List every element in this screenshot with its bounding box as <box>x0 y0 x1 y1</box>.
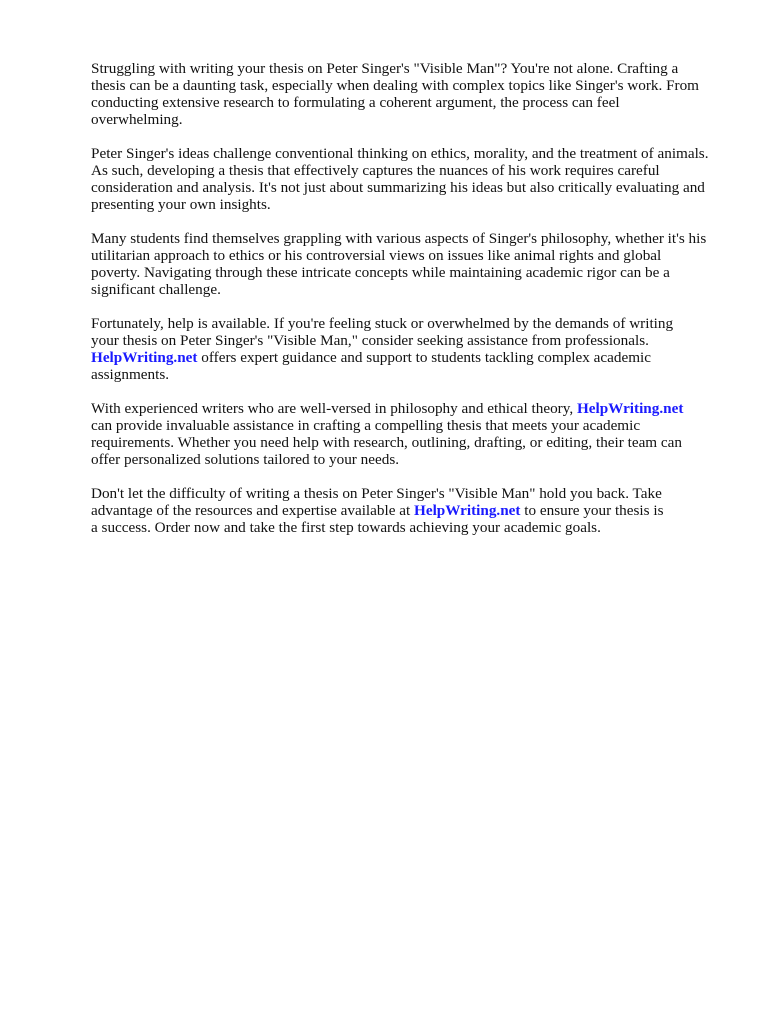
paragraph-writers-text-before: With experienced writers who are well-versed in philosophy and ethical theory, <box>91 400 577 417</box>
paragraph-students: Many students find themselves grappling with various aspects of Singer's philosophy, whether it's his utilitarian approach to ethics or his controversial views on issues like animal rights and global poverty. Navigating through these intricate concepts while maintaining academic rigor can be a significant challenge. <box>91 230 707 298</box>
paragraph-writers <box>91 400 731 468</box>
helpwriting-link[interactable]: HelpWriting.net <box>414 502 521 519</box>
helpwriting-link[interactable]: HelpWriting.net <box>576 400 684 417</box>
paragraph-closing-text-after: to ensure your thesis is a success. Order now and take the first step towards achieving your academic goals. <box>91 502 664 536</box>
paragraph-intro: Struggling with writing your thesis on Peter Singer's "Visible Man"? You're not alone. Crafting a thesis can be a daunting task, especially when dealing with complex topics like Singer's work. From conducting extensive research to formulating a coherent argument, the process can feel overwhelming. <box>91 60 699 128</box>
helpwriting-link[interactable]: HelpWriting.net <box>91 349 198 366</box>
paragraph-help <box>91 315 731 383</box>
paragraph-help-text-before: Fortunately, help is available. If you're feeling stuck or overwhelmed by the demands of writing your thesis on Peter Singer's "Visible Man," consider seeking assistance from professionals. <box>91 315 674 349</box>
document-body <box>91 60 731 553</box>
paragraph-ideas: Peter Singer's ideas challenge conventional thinking on ethics, morality, and the treatment of animals. As such, developing a thesis that effectively captures the nuances of his work requires careful consideration and analysis. It's not just about summarizing his ideas but also critically evaluating and presenting your own insights. <box>91 145 709 213</box>
paragraph-closing <box>91 485 731 536</box>
paragraph-closing-text-before: Don't let the difficulty of writing a thesis on Peter Singer's "Visible Man" hold you back. Take advantage of the resources and expertise available at <box>91 485 662 519</box>
paragraph-help-text-after: offers expert guidance and support to students tackling complex academic assignments. <box>91 349 651 383</box>
paragraph-writers-text-after: can provide invaluable assistance in crafting a compelling thesis that meets your academic requirements. Whether you need help with research, outlining, drafting, or editing, their team can offer personalized solutions tailored to your needs. <box>91 417 682 468</box>
